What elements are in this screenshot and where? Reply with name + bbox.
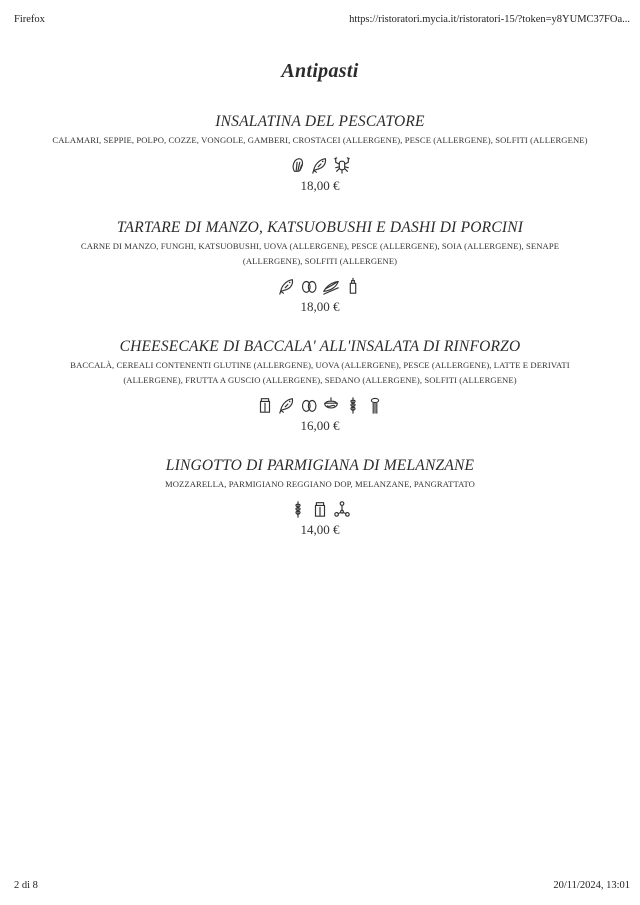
gluten-icon: [289, 500, 307, 518]
dish-item: [50, 337, 590, 434]
dish-ingredients: CARNE DI MANZO, FUNGHI, KATSUOBUSHI, UOVA (ALLERGENE), PESCE (ALLERGENE), SOIA (ALLERGENE), SENAPE (ALLERGENE), SOLFITI (ALLERGENE): [80, 241, 560, 266]
allergen-icons: [50, 394, 590, 416]
mollusc-icon: [289, 156, 307, 174]
dish-name: TARTARE DI MANZO, KATSUOBUSHI E DASHI DI PORCINI: [116, 219, 524, 236]
print-datetime: 20/11/2024, 13:01: [553, 880, 630, 891]
mustard-icon: [344, 277, 362, 295]
milk-icon: [256, 396, 274, 414]
dish-name: INSALATINA DEL PESCATORE: [215, 113, 425, 130]
page-url: https://ristoratori.mycia.it/ristoratori-15/?token=y8YUMC37FOa...: [349, 14, 630, 25]
dish-price: 18,00 €: [300, 299, 340, 314]
section-title: Antipasti: [281, 60, 359, 82]
allergen-icons: [50, 275, 590, 297]
page-number: 2 di 8: [14, 880, 38, 891]
dish-name: LINGOTTO DI PARMIGIANA DI MELANZANE: [165, 457, 475, 474]
fish-icon: [311, 156, 329, 174]
dish-item: [50, 456, 590, 538]
dish-item: [50, 112, 590, 194]
dish-price: 14,00 €: [300, 522, 340, 537]
dish-price: 16,00 €: [300, 418, 340, 433]
allergen-icons: [50, 498, 590, 520]
celery-icon: [366, 396, 384, 414]
egg-icon: [300, 277, 318, 295]
print-header: [14, 14, 630, 30]
dish-item: [50, 218, 590, 315]
dish-name: CHEESECAKE DI BACCALA' ALL'INSALATA DI RINFORZO: [119, 338, 521, 355]
gluten-icon: [344, 396, 362, 414]
browser-name: Firefox: [14, 14, 45, 25]
nut-icon: [322, 396, 340, 414]
soy-icon: [322, 277, 340, 295]
dish-ingredients: BACCALÀ, CEREALI CONTENENTI GLUTINE (ALLERGENE), UOVA (ALLERGENE), PESCE (ALLERGENE), LATTE E DERIVATI (ALLERGENE), FRUTTA A GUSCIO (ALLERGENE), SEDANO (ALLERGENE), SOLFITI (ALLERGENE): [70, 360, 570, 385]
molecule-icon: [333, 500, 351, 518]
fish-icon: [278, 277, 296, 295]
fish-icon: [278, 396, 296, 414]
allergen-icons: [50, 154, 590, 176]
dish-ingredients: MOZZARELLA, PARMIGIANO REGGIANO DOP, MELANZANE, PANGRATTATO: [165, 479, 475, 489]
crustacean-icon: [333, 156, 351, 174]
dish-list: [50, 112, 590, 538]
print-footer: [14, 875, 630, 891]
dish-price: 18,00 €: [300, 178, 340, 193]
dish-ingredients: CALAMARI, SEPPIE, POLPO, COZZE, VONGOLE, GAMBERI, CROSTACEI (ALLERGENE), PESCE (ALLERGENE), SOLFITI (ALLERGENE): [52, 135, 588, 145]
milk-icon: [311, 500, 329, 518]
egg-icon: [300, 396, 318, 414]
